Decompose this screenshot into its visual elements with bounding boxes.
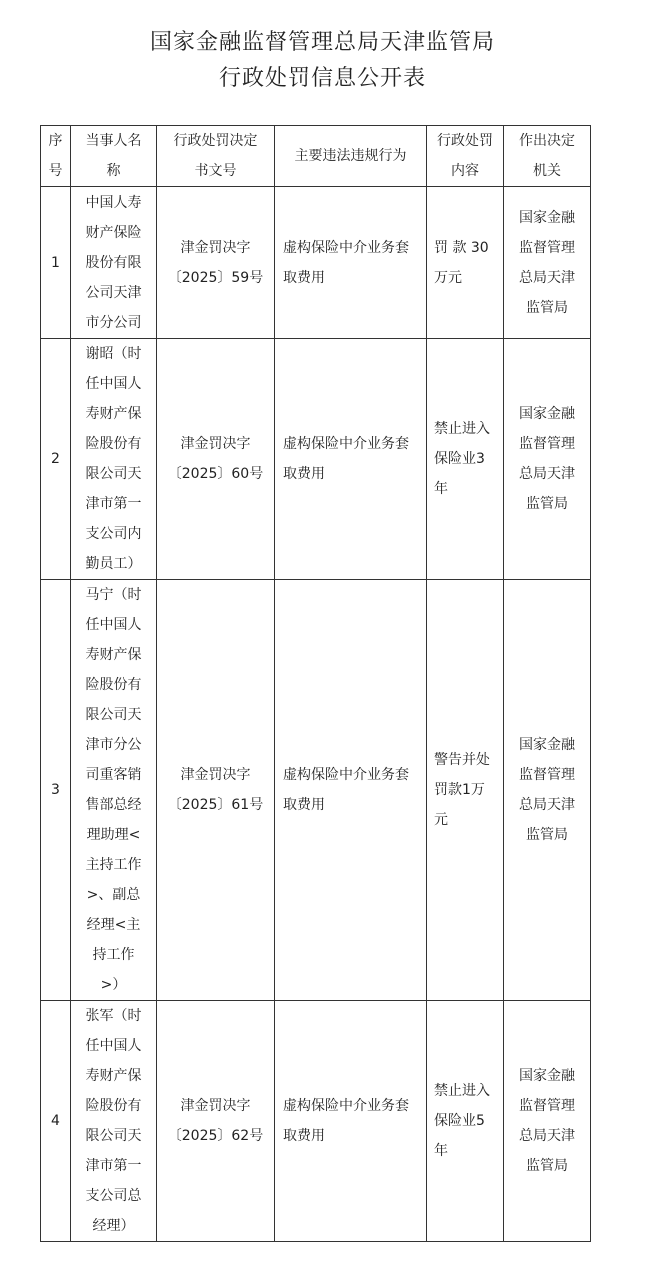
table-row	[41, 339, 591, 580]
cell-act: 虚构保险中介业务套 取费用	[275, 580, 427, 1001]
cell-doc: 津金罚决字 〔2025〕61号	[157, 580, 275, 1001]
cell-doc: 津金罚决字 〔2025〕60号	[157, 339, 275, 580]
header-doc: 行政处罚决定 书文号	[157, 126, 275, 187]
cell-seq: 3	[41, 580, 71, 1001]
cell-penalty: 禁止进入 保险业3 年	[427, 339, 504, 580]
header-org: 作出决定 机关	[504, 126, 591, 187]
cell-org: 国家金融 监督管理 总局天津 监管局	[504, 580, 591, 1001]
penalty-table	[40, 125, 591, 1242]
cell-seq: 4	[41, 1001, 71, 1242]
cell-seq: 1	[41, 187, 71, 339]
cell-name: 张军（时 任中国人 寿财产保 险股份有 限公司天 津市第一 支公司总 经理）	[71, 1001, 157, 1242]
header-act: 主要违法违规行为	[275, 126, 427, 187]
table-row	[41, 1001, 591, 1242]
cell-act: 虚构保险中介业务套 取费用	[275, 187, 427, 339]
cell-org: 国家金融 监督管理 总局天津 监管局	[504, 187, 591, 339]
header-name: 当事人名 称	[71, 126, 157, 187]
cell-org: 国家金融 监督管理 总局天津 监管局	[504, 339, 591, 580]
cell-penalty: 警告并处 罚款1万 元	[427, 580, 504, 1001]
table-row	[41, 580, 591, 1001]
cell-act: 虚构保险中介业务套 取费用	[275, 1001, 427, 1242]
cell-doc: 津金罚决字 〔2025〕59号	[157, 187, 275, 339]
page-title: 国家金融监督管理总局天津监管局	[149, 30, 495, 55]
cell-name: 马宁（时 任中国人 寿财产保 险股份有 限公司天 津市分公 司重客销 售部总经 理助理< 主持工作 >、副总 经理<主 持工作 >）	[71, 580, 157, 1001]
cell-penalty: 罚 款 30 万元	[427, 187, 504, 339]
cell-doc: 津金罚决字 〔2025〕62号	[157, 1001, 275, 1242]
cell-seq: 2	[41, 339, 71, 580]
page-subtitle: 行政处罚信息公开表	[218, 66, 426, 91]
table-header-row	[41, 126, 591, 187]
cell-org: 国家金融 监督管理 总局天津 监管局	[504, 1001, 591, 1242]
cell-penalty: 禁止进入 保险业5 年	[427, 1001, 504, 1242]
table-row	[41, 187, 591, 339]
cell-name: 谢昭（时 任中国人 寿财产保 险股份有 限公司天 津市第一 支公司内 勤员工）	[71, 339, 157, 580]
cell-name: 中国人寿 财产保险 股份有限 公司天津 市分公司	[71, 187, 157, 339]
header-penalty: 行政处罚 内容	[427, 126, 504, 187]
cell-act: 虚构保险中介业务套 取费用	[275, 339, 427, 580]
header-seq: 序 号	[41, 126, 71, 187]
